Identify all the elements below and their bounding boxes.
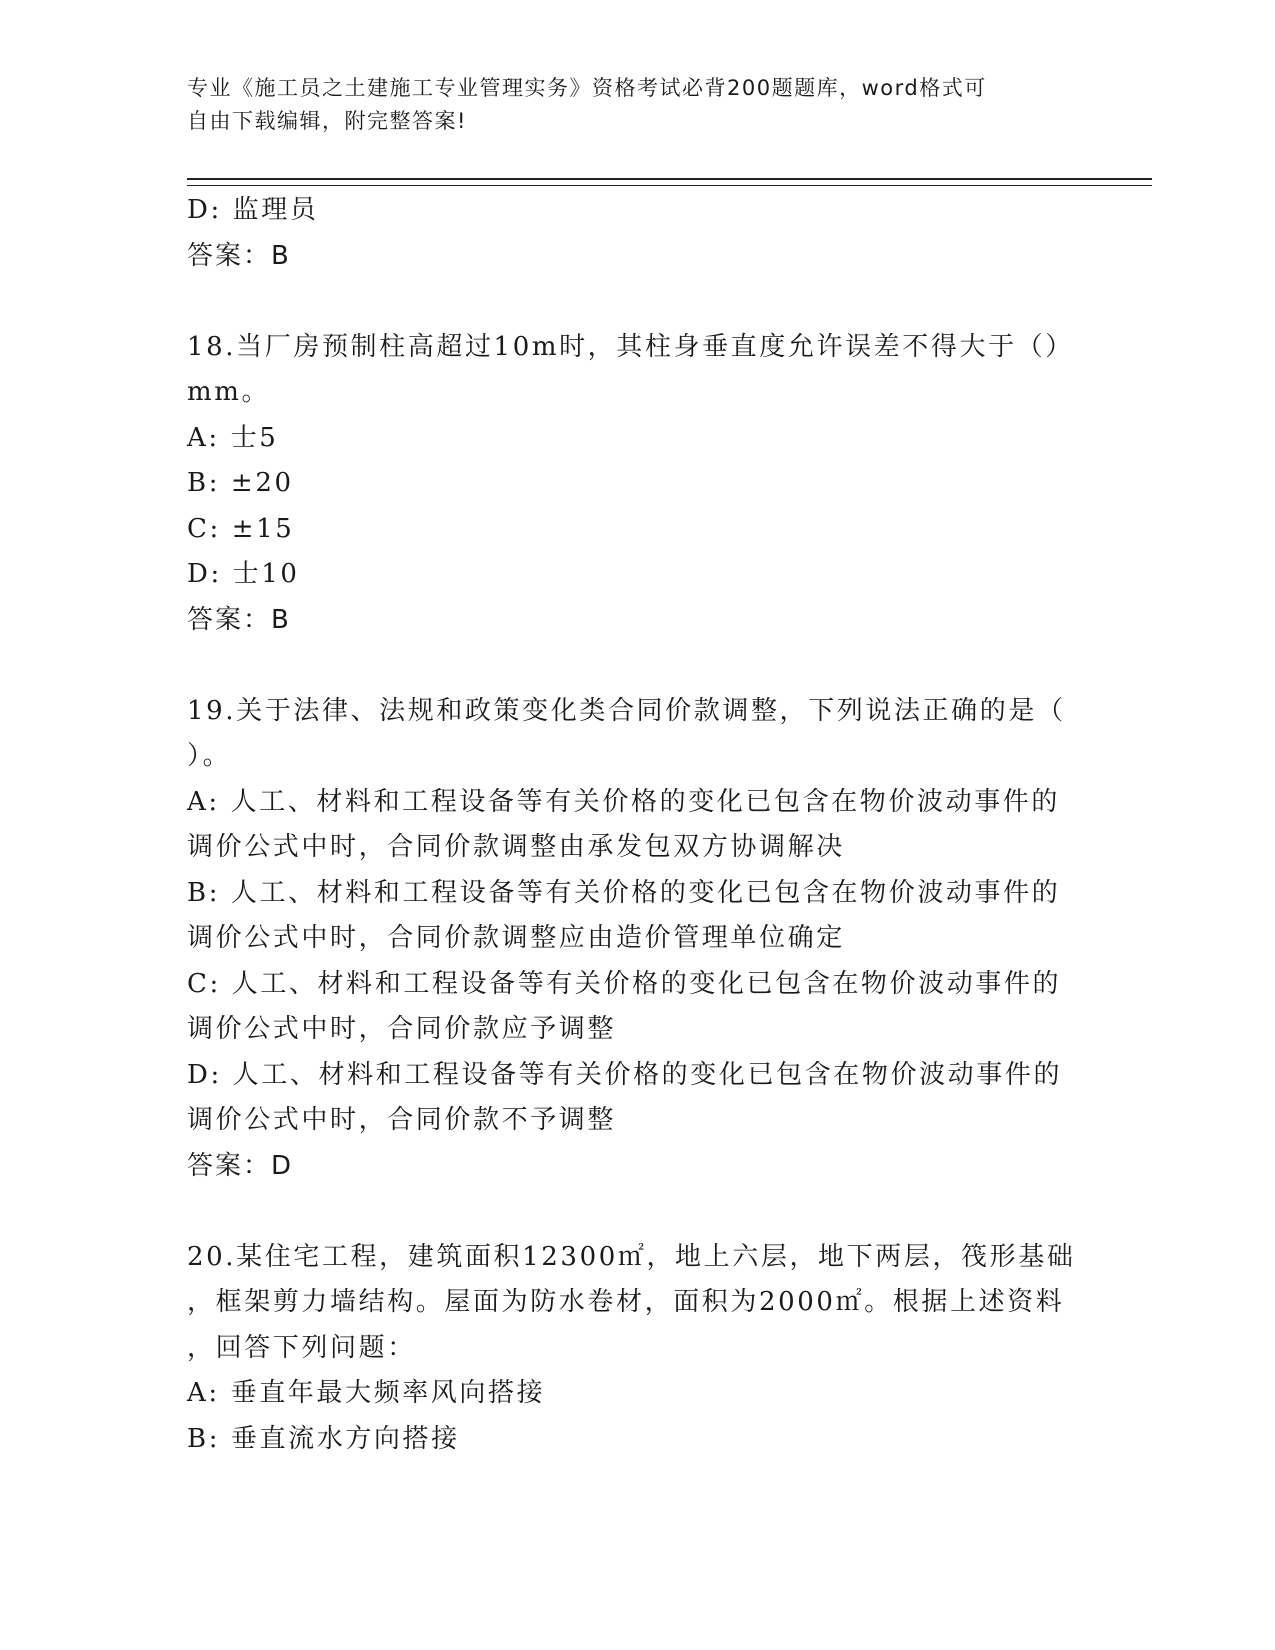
q19-option-c-line-1: C: 人工、材料和工程设备等有关价格的变化已包含在物价波动事件的 — [187, 968, 1062, 999]
document-header — [187, 72, 1067, 138]
header-divider — [187, 178, 1152, 186]
q19-stem-line-1: 19.关于法律、法规和政策变化类合同价款调整，下列说法正确的是（ — [187, 695, 1066, 726]
q20-stem-line-2: ，框架剪力墙结构。屋面为防水卷材，面积为2000㎡。根据上述资料 — [187, 1287, 1065, 1317]
spacer — [187, 279, 1082, 325]
q20-stem-line-3: ，回答下列问题： — [187, 1332, 416, 1363]
q19-option-a-line-1: A: 人工、材料和工程设备等有关价格的变化已包含在物价波动事件的 — [187, 786, 1061, 817]
q18-option-c: C: ±15 — [187, 513, 295, 544]
q18-stem-line-2: mm。 — [187, 377, 271, 407]
q18-option-b: B: ±20 — [187, 468, 294, 498]
q20-option-b: B: 垂直流水方向搭接 — [187, 1423, 460, 1454]
header-title-line-1: 专业《施工员之土建施工专业管理实务》资格考试必背200题题库，word格式可 — [187, 76, 987, 100]
q19-option-d-line-1: D: 人工、材料和工程设备等有关价格的变化已包含在物价波动事件的 — [187, 1059, 1063, 1090]
q19-option-b-line-2: 调价公式中时，合同价款调整应由造价管理单位确定 — [187, 923, 845, 953]
q19-option-b-line-1: B: 人工、材料和工程设备等有关价格的变化已包含在物价波动事件的 — [187, 877, 1061, 908]
q19-answer: 答案：D — [187, 1150, 294, 1181]
q18-option-d: D: 士10 — [187, 559, 300, 589]
header-title-line-2: 自由下载编辑，附完整答案! — [187, 109, 467, 133]
q19-option-a-line-2: 调价公式中时，合同价款调整由承发包双方协调解决 — [187, 832, 845, 862]
q18-answer: 答案：B — [187, 604, 291, 635]
spacer — [187, 643, 1082, 689]
q20-stem-line-1: 20.某住宅工程，建筑面积12300㎡，地上六层，地下两层，筏形基础 — [187, 1241, 1076, 1272]
q19-stem-line-2: ）。 — [187, 741, 232, 771]
q19-option-d-line-2: 调价公式中时，合同价款不予调整 — [187, 1105, 617, 1135]
question-content — [187, 188, 1082, 1462]
q17-answer: 答案：B — [187, 240, 291, 271]
spacer — [187, 1189, 1082, 1235]
q18-stem-line-1: 18.当厂房预制柱高超过10m时，其柱身垂直度允许误差不得大于（） — [187, 331, 1074, 362]
q17-option-d: D: 监理员 — [187, 195, 319, 225]
q19-option-c-line-2: 调价公式中时，合同价款应予调整 — [187, 1014, 617, 1044]
q20-option-a: A: 垂直年最大频率风向搭接 — [187, 1378, 546, 1408]
q18-option-a: A: 士5 — [187, 422, 279, 453]
